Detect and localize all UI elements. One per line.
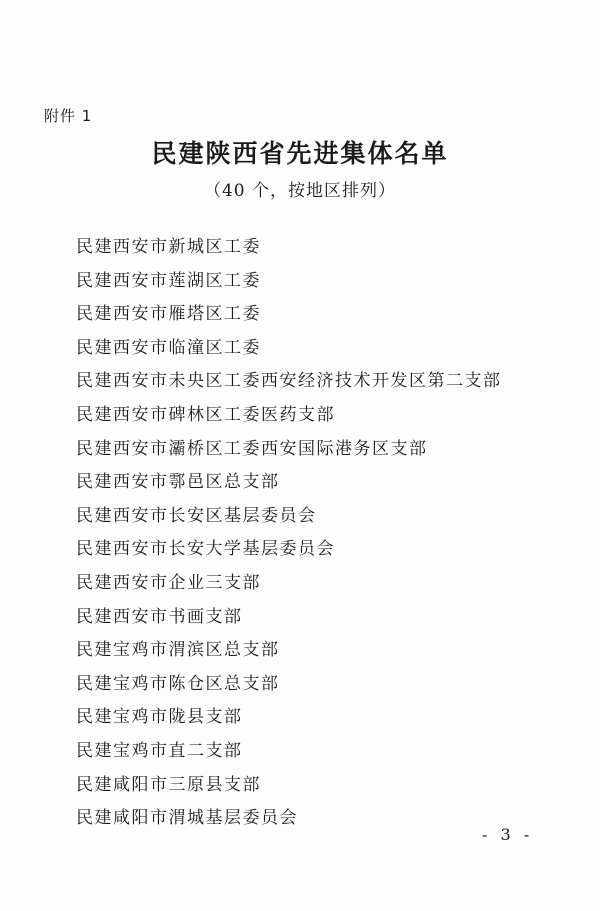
list-item: 民建咸阳市三原县支部 [76, 774, 261, 795]
list-item: 民建西安市长安区基层委员会 [76, 505, 317, 526]
list-item: 民建西安市书画支部 [76, 606, 243, 627]
list-item: 民建西安市雁塔区工委 [76, 304, 261, 325]
page-subtitle: （40 个，按地区排列） [203, 181, 397, 201]
list-item: 民建咸阳市渭城基层委员会 [76, 808, 298, 829]
collective-list [76, 232, 502, 837]
page-title: 民建陕西省先进集体名单 [151, 139, 449, 168]
page-number: - 3 - [482, 825, 534, 844]
list-item: 民建宝鸡市直二支部 [76, 740, 243, 761]
list-item: 民建西安市临潼区工委 [76, 337, 261, 358]
list-item: 民建西安市新城区工委 [76, 237, 261, 257]
list-item: 民建宝鸡市陈仓区总支部 [76, 673, 280, 694]
list-item: 民建西安市灞桥区工委西安国际港务区支部 [76, 438, 428, 459]
list-item: 民建宝鸡市渭滨区总支部 [76, 640, 280, 661]
list-item: 民建宝鸡市陇县支部 [76, 707, 243, 728]
list-item: 民建西安市长安大学基层委员会 [76, 539, 335, 560]
list-item: 民建西安市鄠邑区总支部 [76, 472, 280, 493]
list-item: 民建西安市企业三支部 [76, 572, 261, 593]
list-item: 民建西安市莲湖区工委 [76, 270, 261, 291]
attachment-label: 附件 1 [44, 107, 93, 125]
list-item: 民建西安市未央区工委西安经济技术开发区第二支部 [76, 371, 502, 392]
list-item: 民建西安市碑林区工委医药支部 [76, 404, 335, 425]
